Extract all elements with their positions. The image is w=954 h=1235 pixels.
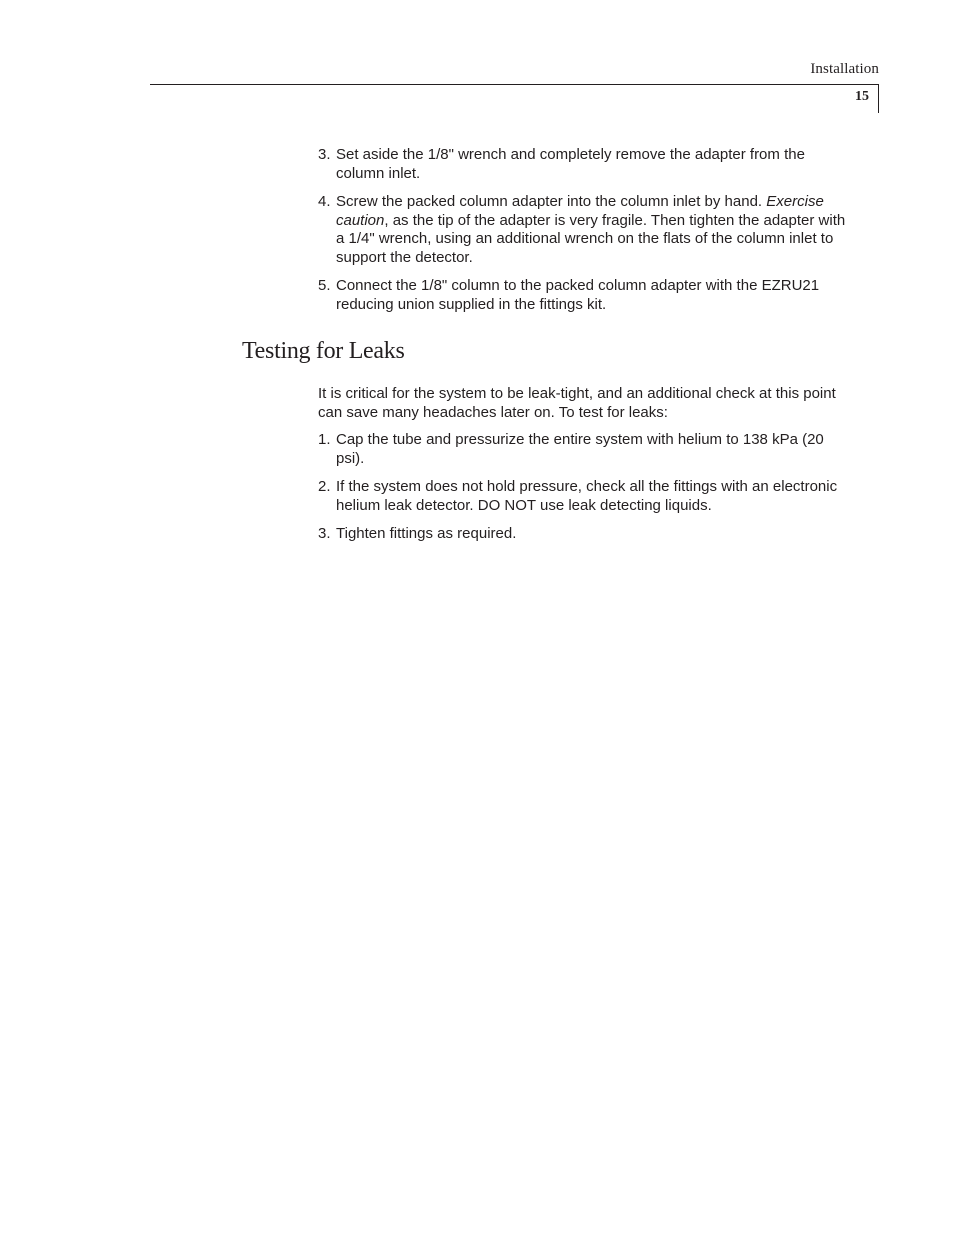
step-text: Tighten fittings as required. bbox=[336, 524, 517, 542]
list-item bbox=[318, 277, 848, 314]
running-header-title: Installation bbox=[810, 61, 879, 77]
step-emphasis: Exercise caution bbox=[336, 192, 824, 229]
step-number: 5. bbox=[318, 277, 331, 295]
installation-steps-list bbox=[318, 146, 848, 324]
step-text: Connect the 1/8" column to the packed column adapter with the EZRU21 reducing union supplied in the fittings kit. bbox=[336, 277, 820, 313]
step-number: 1. bbox=[318, 431, 331, 448]
step-number: 2. bbox=[318, 477, 331, 495]
step-text-after: , as the tip of the adapter is very fragile. Then tighten the adapter with a 1/4" wrench, using an additional wrench on the flats of the column inlet to support the detector. bbox=[336, 211, 846, 267]
step-number: 3. bbox=[318, 524, 331, 542]
step-text: Cap the tube and pressurize the entire system with helium to 138 kPa (20 psi). bbox=[336, 431, 824, 467]
page-number: 15 bbox=[855, 89, 869, 104]
list-item bbox=[318, 525, 848, 544]
list-item bbox=[318, 146, 848, 183]
step-number: 4. bbox=[318, 192, 331, 210]
leak-test-steps-list bbox=[318, 431, 848, 553]
step-number: 3. bbox=[318, 146, 331, 163]
step-text: If the system does not hold pressure, check all the fittings with an electronic helium leak detector. DO NOT use leak detecting liquids. bbox=[336, 477, 838, 514]
step-text: Set aside the 1/8" wrench and completely remove the adapter from the column inlet. bbox=[336, 146, 805, 182]
step-text-before: Screw the packed column adapter into the column inlet by hand. bbox=[336, 192, 767, 210]
list-item bbox=[318, 193, 848, 268]
list-item bbox=[318, 431, 848, 468]
header-rule bbox=[150, 84, 879, 85]
section-intro: It is critical for the system to be leak-tight, and an additional check at this point can save many headaches later on. To test for leaks: bbox=[318, 385, 836, 421]
section-heading: Testing for Leaks bbox=[242, 338, 405, 364]
list-item bbox=[318, 478, 848, 515]
